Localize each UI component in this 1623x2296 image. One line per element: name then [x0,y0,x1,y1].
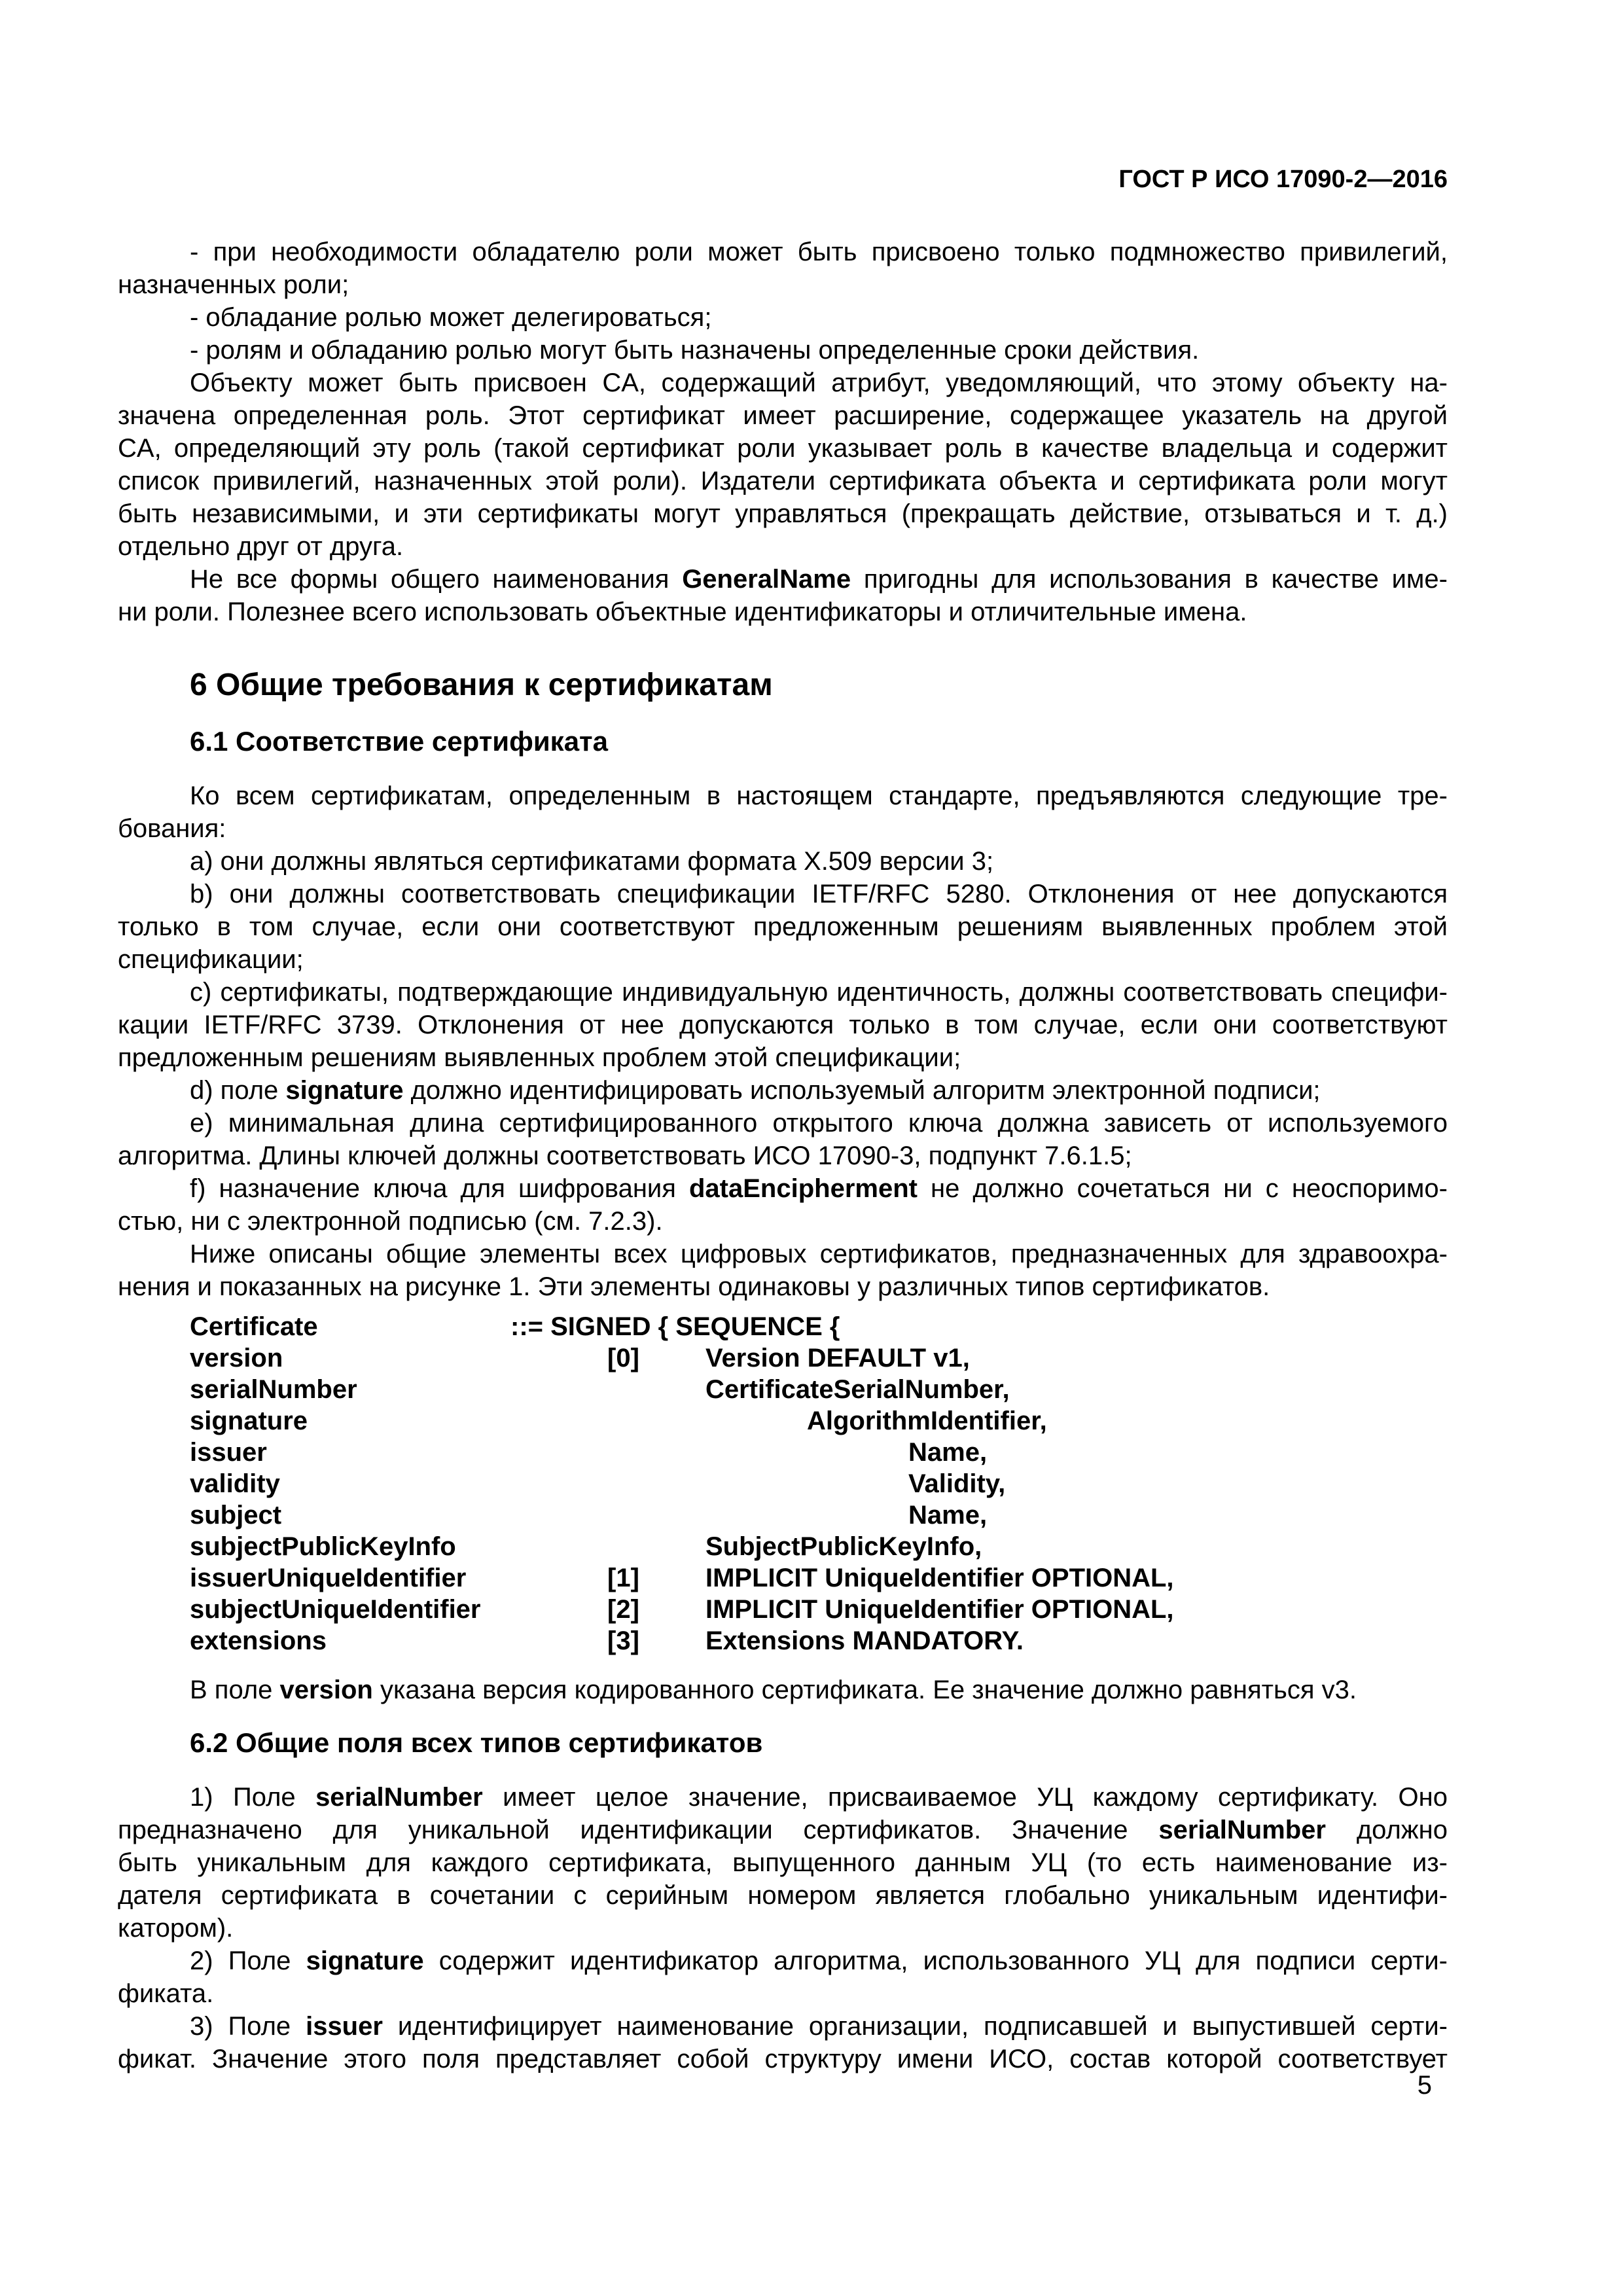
page-number: 5 [1417,2071,1432,2100]
paragraph-line: фиката. [118,1979,214,2008]
code-field-name: issuer [190,1438,267,1467]
code-field-type: Name, [908,1438,988,1467]
document-content [118,236,1448,2075]
code-field-name: serialNumber [190,1375,357,1404]
paragraph-line: b) они должны соответствовать спецификации IETF/RFC 5280. Отклонения от нее допускаются [190,880,1448,908]
code-field-name: signature [190,1407,308,1435]
paragraph-line: 2) Поле signature содержит идентификатор алгоритма, использованного УЦ для подписи серти- [190,1946,1448,1975]
paragraph-line: - при необходимости обладателю роли может быть присвоено только подмножество привилегий, [190,238,1448,266]
code-line [190,1405,1448,1437]
code-line [190,1342,1448,1374]
paragraph-line: 1) Поле serialNumber имеет целое значение, присваиваемое УЦ каждому сертификату. Оно [190,1783,1448,1812]
code-context-tag [510,1499,705,1531]
code-field-type: IMPLICIT UniqueIdentifier OPTIONAL, [705,1595,1174,1624]
paragraph-line: дателя сертификата в сочетании с серийным номером является глобально уникальным идентифи- [118,1881,1448,1910]
subsection-heading: 6.2 Общие поля всех типов сертификатов [190,1727,763,1758]
paragraph-line: Ко всем сертификатам, определенным в настоящем стандарте, предъявляются следующие тре- [190,781,1448,810]
paragraph-line: e) минимальная длина сертифицированного открытого ключа должна зависеть от используемого [190,1109,1448,1138]
paragraph-line: предназначено для уникальной идентификации сертификатов. Значение serialNumber должно [118,1816,1448,1844]
paragraph-line: Не все формы общего наименования GeneralName пригодны для использования в качестве име- [190,565,1448,594]
code-line [190,1594,1448,1625]
code-line [190,1374,1448,1405]
code-context-tag [510,1531,705,1562]
code-context-tag [510,1468,705,1499]
paragraph-line: спецификации; [118,945,304,974]
code-field-type: Validity, [908,1469,1006,1498]
code-context-tag [510,1405,705,1437]
paragraph-line: 3) Поле issuer идентифицирует наименование организации, подписавшей и выпустившей серти- [190,2012,1448,2041]
paragraph-line: Объекту может быть присвоен CA, содержащий атрибут, уведомляющий, что этому объекту на- [190,368,1448,397]
paragraph-line: катором). [118,1914,234,1943]
code-field-type: SubjectPublicKeyInfo, [705,1532,982,1561]
paragraph-line: - ролям и обладанию ролью могут быть назначены определенные сроки действия. [190,336,1200,365]
code-field-name: extensions [190,1626,327,1655]
paragraph-line: быть независимыми, и эти сертификаты могут управляться (прекращать действие, отзываться и т. д.) [118,499,1448,528]
code-field-type: Version DEFAULT v1, [705,1344,970,1372]
code-field-type: AlgorithmIdentifier, [807,1407,1047,1435]
code-context-tag [510,1437,705,1468]
code-field-type: CertificateSerialNumber, [705,1375,1010,1404]
paragraph-line: предложенным решениям выявленных проблем этой спецификации; [118,1043,961,1072]
paragraph-line: f) назначение ключа для шифрования dataEncipherment не должно сочетаться ни с неоспоримо- [190,1174,1448,1203]
paragraph-line: стью, ни с электронной подписью (см. 7.2.3). [118,1207,663,1236]
code-context-tag: [1] [607,1564,639,1592]
paragraph-line: список привилегий, назначенных этой роли). Издатели сертификата объекта и сертификата роли могут [118,467,1448,495]
paragraph-line: c) сертификаты, подтверждающие индивидуальную идентичность, должны соответствовать специфи- [190,978,1448,1007]
paragraph-line: назначенных роли; [118,270,349,299]
code-line [190,1468,1448,1499]
paragraph-line: значена определенная роль. Этот сертификат имеет расширение, содержащее указатель на другой [118,401,1448,430]
paragraph-line: фикат. Значение этого поля представляет собой структуру имени ИСО, состав которой соответствует [118,2045,1448,2073]
code-line [190,1499,1448,1531]
code-field-type: IMPLICIT UniqueIdentifier OPTIONAL, [705,1564,1174,1592]
code-field-name: issuerUniqueIdentifier [190,1564,467,1592]
code-context-tag [510,1374,705,1405]
code-field-type: Extensions MANDATORY. [705,1626,1024,1655]
code-field-type: Name, [908,1501,988,1530]
paragraph-line: CA, определяющий эту роль (такой сертификат роли указывает роль в качестве владельца и содержит [118,434,1448,463]
paragraph-line: алгоритма. Длины ключей должны соответствовать ИСО 17090-3, подпункт 7.6.1.5; [118,1141,1132,1170]
page-body [118,165,1448,2075]
paragraph-line: быть уникальным для каждого сертификата, выпущенного данным УЦ (то есть наименование из- [118,1848,1448,1877]
subsection-heading: 6.1 Соответствие сертификата [190,726,608,757]
code-context-tag: [3] [607,1626,639,1655]
code-field-name: subjectUniqueIdentifier [190,1595,481,1624]
code-line [190,1531,1448,1562]
code-field-name: Certificate [190,1312,318,1341]
code-line [190,1437,1448,1468]
code-field-name: subjectPublicKeyInfo [190,1532,456,1561]
code-context-tag: [2] [607,1595,639,1624]
code-field-name: version [190,1344,283,1372]
paragraph-line: отдельно друг от друга. [118,532,404,561]
paragraph-line: - обладание ролью может делегироваться; [190,303,712,332]
asn1-code-block [190,1311,1448,1657]
paragraph-line: бования: [118,814,226,843]
code-field-type: ::= SIGNED { SEQUENCE { [510,1312,840,1341]
code-line [190,1311,1448,1342]
section-heading: 6 Общие требования к сертификатам [190,668,773,702]
paragraph-line: ни роли. Полезнее всего использовать объектные идентификаторы и отличительные имена. [118,598,1247,626]
paragraph-line: только в том случае, если они соответствуют предложенным решениям выявленных проблем этой [118,912,1448,941]
code-field-name: subject [190,1501,282,1530]
document-header-title: ГОСТ Р ИСО 17090-2—2016 [1118,166,1448,193]
paragraph-line: d) поле signature должно идентифицировать используемый алгоритм электронной подписи; [190,1076,1321,1105]
code-context-tag: [0] [607,1344,639,1372]
paragraph-line: Ниже описаны общие элементы всех цифровых сертификатов, предназначенных для здравоохра- [190,1240,1448,1268]
code-line [190,1562,1448,1594]
paragraph-line: нения и показанных на рисунке 1. Эти элементы одинаковы у различных типов сертификатов. [118,1272,1270,1301]
paragraph-line: кации IETF/RFC 3739. Отклонения от нее допускаются только в том случае, если они соответствуют [118,1011,1448,1039]
paragraph-line: В поле version указана версия кодированного сертификата. Ее значение должно равняться v3. [190,1676,1357,1704]
code-field-name: validity [190,1469,280,1498]
code-line [190,1625,1448,1657]
paragraph-line: a) они должны являться сертификатами формата X.509 версии 3; [190,847,994,876]
